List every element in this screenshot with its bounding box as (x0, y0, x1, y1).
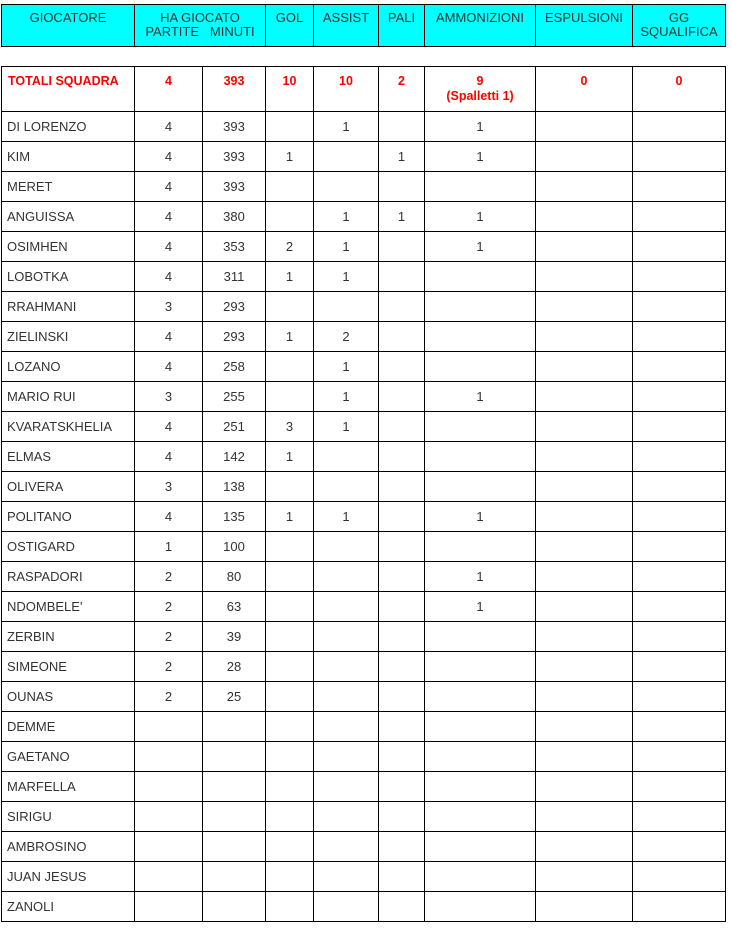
header-row (2, 5, 726, 47)
cell-posts (379, 892, 425, 922)
header-matches: PARTITE (145, 24, 200, 39)
cell-posts: 1 (379, 142, 425, 172)
cell-assists (314, 712, 379, 742)
cell-assists (314, 682, 379, 712)
cell-yellows (425, 442, 536, 472)
table-row (2, 592, 726, 622)
header-goals: GOL (266, 5, 314, 47)
cell-matches: 2 (135, 592, 203, 622)
cell-matches (135, 892, 203, 922)
cell-yellows (425, 412, 536, 442)
cell-reds (536, 262, 633, 292)
cell-minutes (203, 862, 266, 892)
cell-suspension (633, 832, 726, 862)
cell-minutes: 251 (203, 412, 266, 442)
table-row (2, 892, 726, 922)
cell-suspension (633, 112, 726, 142)
table-row (2, 772, 726, 802)
table-row (2, 172, 726, 202)
cell-name: OSIMHEN (2, 232, 135, 262)
cell-reds (536, 352, 633, 382)
table-row (2, 712, 726, 742)
cell-posts (379, 322, 425, 352)
cell-matches: 4 (135, 202, 203, 232)
cell-assists (314, 832, 379, 862)
cell-posts (379, 442, 425, 472)
cell-matches: 4 (135, 232, 203, 262)
cell-suspension (633, 502, 726, 532)
cell-goals (266, 802, 314, 832)
cell-posts (379, 412, 425, 442)
table-row (2, 682, 726, 712)
cell-name: LOZANO (2, 352, 135, 382)
table-row (2, 562, 726, 592)
table-row (2, 802, 726, 832)
cell-goals (266, 892, 314, 922)
cell-matches: 4 (135, 442, 203, 472)
cell-yellows: 1 (425, 562, 536, 592)
cell-matches (135, 742, 203, 772)
totals-goals: 10 (266, 67, 314, 112)
cell-reds (536, 382, 633, 412)
cell-goals: 1 (266, 502, 314, 532)
cell-yellows: 1 (425, 232, 536, 262)
header-minutes: MINUTI (209, 24, 255, 39)
cell-assists (314, 562, 379, 592)
cell-name: ZANOLI (2, 892, 135, 922)
cell-minutes (203, 742, 266, 772)
cell-reds (536, 712, 633, 742)
cell-reds (536, 652, 633, 682)
cell-reds (536, 112, 633, 142)
cell-reds (536, 682, 633, 712)
cell-suspension (633, 772, 726, 802)
cell-assists: 1 (314, 382, 379, 412)
cell-minutes: 258 (203, 352, 266, 382)
totals-matches: 4 (135, 67, 203, 112)
cell-assists (314, 142, 379, 172)
table-row (2, 322, 726, 352)
cell-goals (266, 352, 314, 382)
cell-minutes: 293 (203, 292, 266, 322)
cell-yellows (425, 802, 536, 832)
totals-label: TOTALI SQUADRA (2, 67, 135, 112)
table-row (2, 382, 726, 412)
cell-suspension (633, 562, 726, 592)
cell-goals (266, 832, 314, 862)
cell-reds (536, 502, 633, 532)
cell-assists: 1 (314, 232, 379, 262)
table-row (2, 112, 726, 142)
cell-reds (536, 322, 633, 352)
cell-name: ELMAS (2, 442, 135, 472)
cell-posts (379, 112, 425, 142)
cell-posts (379, 742, 425, 772)
cell-assists (314, 652, 379, 682)
header-player: GIOCATORE (2, 5, 135, 47)
cell-suspension (633, 232, 726, 262)
cell-assists (314, 862, 379, 892)
cell-name: ZIELINSKI (2, 322, 135, 352)
cell-assists: 2 (314, 322, 379, 352)
cell-goals (266, 682, 314, 712)
cell-goals (266, 562, 314, 592)
cell-minutes: 80 (203, 562, 266, 592)
cell-matches: 3 (135, 382, 203, 412)
cell-posts (379, 352, 425, 382)
cell-assists: 1 (314, 112, 379, 142)
cell-reds (536, 592, 633, 622)
table-row (2, 142, 726, 172)
cell-posts (379, 682, 425, 712)
cell-goals (266, 382, 314, 412)
cell-assists (314, 772, 379, 802)
cell-minutes: 39 (203, 622, 266, 652)
cell-goals: 3 (266, 412, 314, 442)
cell-suspension (633, 802, 726, 832)
cell-posts: 1 (379, 202, 425, 232)
cell-name: RASPADORI (2, 562, 135, 592)
cell-reds (536, 802, 633, 832)
cell-yellows (425, 832, 536, 862)
cell-suspension (633, 442, 726, 472)
cell-matches: 2 (135, 652, 203, 682)
cell-suspension (633, 712, 726, 742)
cell-suspension (633, 892, 726, 922)
cell-name: LOBOTKA (2, 262, 135, 292)
cell-name: MARFELLA (2, 772, 135, 802)
totals-assists: 10 (314, 67, 379, 112)
cell-minutes: 311 (203, 262, 266, 292)
cell-goals (266, 652, 314, 682)
cell-posts (379, 262, 425, 292)
cell-assists (314, 172, 379, 202)
cell-reds (536, 172, 633, 202)
cell-suspension (633, 472, 726, 502)
cell-goals (266, 172, 314, 202)
header-assists: ASSIST (314, 5, 379, 47)
cell-name: SIRIGU (2, 802, 135, 832)
cell-matches: 4 (135, 172, 203, 202)
cell-yellows: 1 (425, 592, 536, 622)
cell-name: NDOMBELE' (2, 592, 135, 622)
header-table (1, 4, 726, 47)
totals-suspension: 0 (633, 67, 726, 112)
cell-minutes: 135 (203, 502, 266, 532)
cell-reds (536, 832, 633, 862)
header-played (135, 5, 266, 47)
cell-assists (314, 532, 379, 562)
cell-posts (379, 862, 425, 892)
cell-suspension (633, 592, 726, 622)
cell-minutes: 100 (203, 532, 266, 562)
table-row (2, 352, 726, 382)
cell-minutes: 255 (203, 382, 266, 412)
cell-matches: 4 (135, 502, 203, 532)
cell-yellows (425, 622, 536, 652)
table-row (2, 502, 726, 532)
cell-reds (536, 472, 633, 502)
cell-suspension (633, 172, 726, 202)
cell-yellows (425, 712, 536, 742)
cell-goals: 1 (266, 442, 314, 472)
cell-posts (379, 292, 425, 322)
cell-name: OSTIGARD (2, 532, 135, 562)
header-yellows: AMMONIZIONI (425, 5, 536, 47)
cell-matches: 2 (135, 562, 203, 592)
cell-name: GAETANO (2, 742, 135, 772)
cell-goals: 1 (266, 142, 314, 172)
cell-goals: 1 (266, 322, 314, 352)
table-row (2, 202, 726, 232)
cell-yellows: 1 (425, 112, 536, 142)
cell-matches (135, 862, 203, 892)
cell-goals (266, 712, 314, 742)
cell-name: OUNAS (2, 682, 135, 712)
cell-assists (314, 442, 379, 472)
cell-suspension (633, 142, 726, 172)
totals-posts: 2 (379, 67, 425, 112)
table-row (2, 472, 726, 502)
cell-reds (536, 142, 633, 172)
cell-name: POLITANO (2, 502, 135, 532)
cell-goals (266, 202, 314, 232)
cell-posts (379, 592, 425, 622)
cell-suspension (633, 742, 726, 772)
totals-row (2, 67, 726, 112)
cell-goals (266, 772, 314, 802)
table-row (2, 442, 726, 472)
table-row (2, 232, 726, 262)
cell-name: ANGUISSA (2, 202, 135, 232)
cell-suspension (633, 262, 726, 292)
cell-yellows (425, 472, 536, 502)
cell-yellows: 1 (425, 382, 536, 412)
cell-matches: 4 (135, 352, 203, 382)
cell-matches: 4 (135, 142, 203, 172)
cell-yellows (425, 682, 536, 712)
cell-yellows (425, 322, 536, 352)
cell-minutes: 28 (203, 652, 266, 682)
cell-minutes: 142 (203, 442, 266, 472)
cell-goals (266, 472, 314, 502)
totals-yellows-note: (Spalletti 1) (446, 89, 514, 103)
cell-posts (379, 472, 425, 502)
cell-reds (536, 862, 633, 892)
cell-minutes: 393 (203, 142, 266, 172)
cell-matches: 2 (135, 682, 203, 712)
cell-minutes (203, 772, 266, 802)
cell-reds (536, 292, 633, 322)
cell-yellows (425, 892, 536, 922)
cell-posts (379, 652, 425, 682)
cell-suspension (633, 322, 726, 352)
table-row (2, 412, 726, 442)
cell-yellows (425, 652, 536, 682)
cell-name: SIMEONE (2, 652, 135, 682)
table-row (2, 292, 726, 322)
cell-assists (314, 892, 379, 922)
cell-name: ZERBIN (2, 622, 135, 652)
cell-goals (266, 742, 314, 772)
cell-minutes: 353 (203, 232, 266, 262)
cell-matches (135, 832, 203, 862)
cell-goals: 1 (266, 262, 314, 292)
table-row (2, 652, 726, 682)
cell-suspension (633, 622, 726, 652)
cell-goals (266, 592, 314, 622)
cell-assists: 1 (314, 352, 379, 382)
cell-yellows: 1 (425, 202, 536, 232)
cell-assists (314, 742, 379, 772)
header-posts: PALI (379, 5, 425, 47)
cell-reds (536, 202, 633, 232)
table-row (2, 532, 726, 562)
cell-minutes: 25 (203, 682, 266, 712)
cell-reds (536, 532, 633, 562)
cell-name: OLIVERA (2, 472, 135, 502)
totals-yellows: 9 (Spalletti 1) (425, 67, 536, 112)
cell-suspension (633, 412, 726, 442)
cell-suspension (633, 862, 726, 892)
cell-goals (266, 862, 314, 892)
cell-suspension (633, 532, 726, 562)
cell-suspension (633, 202, 726, 232)
cell-name: KIM (2, 142, 135, 172)
cell-goals (266, 112, 314, 142)
cell-posts (379, 562, 425, 592)
cell-name: RRAHMANI (2, 292, 135, 322)
cell-suspension (633, 292, 726, 322)
cell-reds (536, 772, 633, 802)
cell-reds (536, 892, 633, 922)
table-row (2, 862, 726, 892)
cell-posts (379, 232, 425, 262)
stats-table (1, 66, 726, 922)
cell-reds (536, 442, 633, 472)
cell-posts (379, 382, 425, 412)
cell-matches: 4 (135, 112, 203, 142)
cell-name: MERET (2, 172, 135, 202)
cell-minutes (203, 802, 266, 832)
cell-matches: 1 (135, 532, 203, 562)
cell-posts (379, 712, 425, 742)
cell-goals (266, 292, 314, 322)
cell-matches: 4 (135, 322, 203, 352)
cell-matches: 3 (135, 292, 203, 322)
cell-minutes (203, 832, 266, 862)
cell-matches: 3 (135, 472, 203, 502)
cell-yellows (425, 172, 536, 202)
cell-yellows (425, 292, 536, 322)
cell-goals: 2 (266, 232, 314, 262)
cell-reds (536, 622, 633, 652)
cell-reds (536, 412, 633, 442)
cell-matches: 4 (135, 412, 203, 442)
cell-yellows (425, 862, 536, 892)
cell-suspension (633, 652, 726, 682)
cell-minutes: 293 (203, 322, 266, 352)
cell-yellows (425, 532, 536, 562)
cell-reds (536, 232, 633, 262)
cell-goals (266, 622, 314, 652)
cell-name: KVARATSKHELIA (2, 412, 135, 442)
cell-goals (266, 532, 314, 562)
cell-name: JUAN JESUS (2, 862, 135, 892)
cell-minutes: 393 (203, 112, 266, 142)
table-row (2, 262, 726, 292)
cell-name: DEMME (2, 712, 135, 742)
cell-posts (379, 532, 425, 562)
cell-minutes: 393 (203, 172, 266, 202)
cell-name: AMBROSINO (2, 832, 135, 862)
cell-matches (135, 772, 203, 802)
cell-matches (135, 802, 203, 832)
header-reds: ESPULSIONI (536, 5, 633, 47)
header-played-label: HA GIOCATO (160, 10, 240, 25)
cell-reds (536, 742, 633, 772)
totals-reds: 0 (536, 67, 633, 112)
table-row (2, 832, 726, 862)
cell-minutes: 63 (203, 592, 266, 622)
cell-assists (314, 592, 379, 622)
cell-name: MARIO RUI (2, 382, 135, 412)
cell-minutes (203, 712, 266, 742)
cell-assists: 1 (314, 202, 379, 232)
cell-posts (379, 172, 425, 202)
cell-assists (314, 472, 379, 502)
cell-yellows (425, 742, 536, 772)
cell-posts (379, 502, 425, 532)
cell-matches: 2 (135, 622, 203, 652)
cell-assists (314, 622, 379, 652)
cell-minutes: 380 (203, 202, 266, 232)
cell-posts (379, 772, 425, 802)
cell-yellows: 1 (425, 502, 536, 532)
cell-assists: 1 (314, 502, 379, 532)
cell-assists: 1 (314, 262, 379, 292)
cell-suspension (633, 382, 726, 412)
cell-posts (379, 622, 425, 652)
cell-minutes: 138 (203, 472, 266, 502)
cell-posts (379, 802, 425, 832)
cell-yellows (425, 772, 536, 802)
cell-yellows (425, 262, 536, 292)
table-row (2, 742, 726, 772)
cell-matches (135, 712, 203, 742)
cell-assists (314, 292, 379, 322)
cell-assists: 1 (314, 412, 379, 442)
table-row (2, 622, 726, 652)
cell-suspension (633, 352, 726, 382)
cell-name: DI LORENZO (2, 112, 135, 142)
totals-minutes: 393 (203, 67, 266, 112)
cell-reds (536, 562, 633, 592)
header-suspension: GG SQUALIFICA (633, 5, 726, 47)
cell-matches: 4 (135, 262, 203, 292)
cell-posts (379, 832, 425, 862)
cell-minutes (203, 892, 266, 922)
cell-yellows: 1 (425, 142, 536, 172)
cell-yellows (425, 352, 536, 382)
cell-suspension (633, 682, 726, 712)
cell-assists (314, 802, 379, 832)
